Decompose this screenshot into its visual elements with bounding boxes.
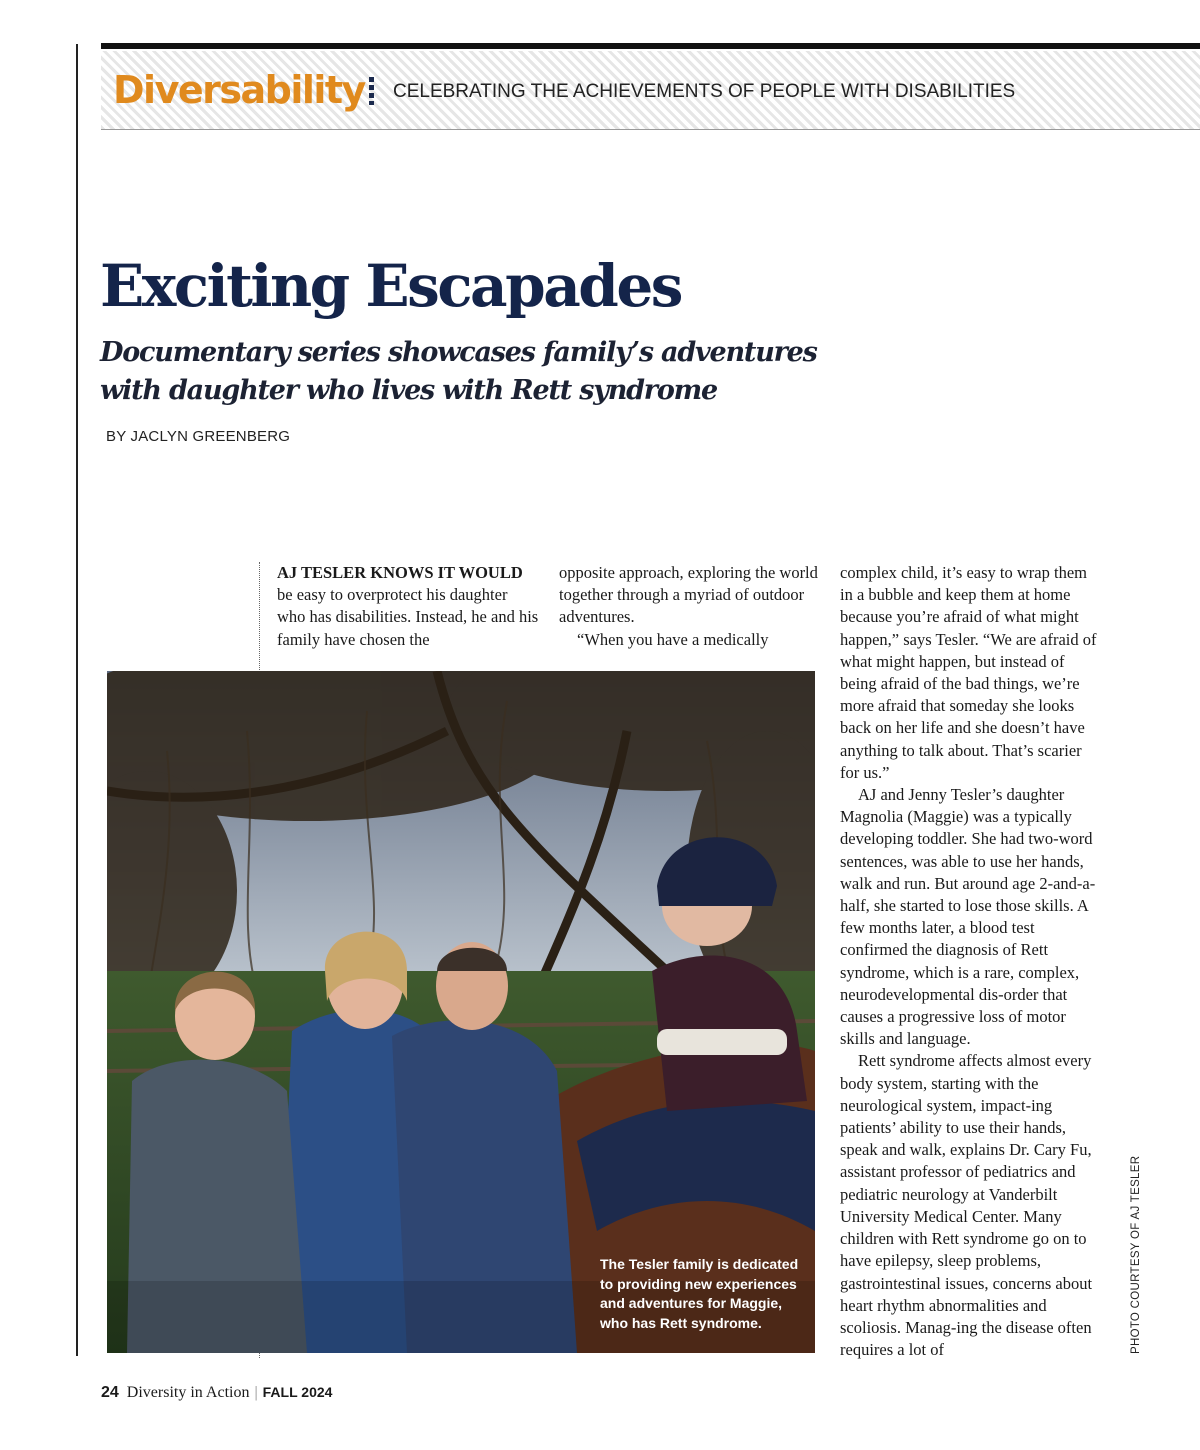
page-footer [101,1384,332,1402]
photo-caption: The Tesler family is dedicated to providing new experiences and adventures for Maggie, who has Rett syndrome. [600,1256,799,1331]
text-column-2 [559,562,821,651]
article-subtitle: Documentary series showcases family’s adventures with daughter who lives with Rett syndrome [100,337,817,406]
paragraph: opposite approach, exploring the world together through a myriad of outdoor adventures. [559,563,818,627]
banner-divider-icon [369,77,374,105]
lead-in: AJ TESLER KNOWS IT WOULD [277,563,523,582]
paragraph: AJ and Jenny Tesler’s daughter Magnolia (Maggie) was a typically developing toddler. She had two-word sentences, was able to use her hands, walk and run. But around age 2-and-a-half, she started to lose those skills. A few months later, a blood test confirmed the diagnosis of Rett syndrome, which is a rare, complex, neurodevelopmental dis-order that causes a progressive loss of motor skills and language. [840,785,1096,1049]
paragraph [277,562,539,651]
paragraph: Rett syndrome affects almost every body system, starting with the neurological system, impact-ing patients’ ability to use their hands, speak and walk, explains Dr. Cary Fu, assistant professor of pediatrics and pediatric neurology at Vanderbilt University Medical Center. Many children with Rett syndrome go on to have epilepsy, sleep problems, gastrointestinal issues, concerns about heart rhythm abnormalities and scoliosis. Manag-ing the disease often requires a lot of [840,1051,1093,1360]
publication-name: Diversity in Action [126,1384,250,1401]
footer-separator: | [254,1384,258,1401]
page-number: 24 [101,1384,119,1401]
section-logo: Diversability [113,68,365,112]
paragraph: “When you have a medically [577,629,769,649]
article-byline: BY JACLYN GREENBERG [106,428,291,445]
paragraph-text: be easy to overprotect his daughter who has disabilities. Instead, he and his family have chosen the [277,585,539,649]
family-horse-photo [107,671,815,1353]
paragraph: complex child, it’s easy to wrap them in a bubble and keep them at home because you’re afraid of what might happen,” says Tesler. “We are afraid of what might happen, but instead of being afraid of the bad things, we’re more afraid that someday she looks back on her life and she doesn’t have anything to talk about. That’s scarier for us.” [840,563,1097,782]
issue-label: FALL 2024 [262,1384,333,1400]
section-banner [101,51,1200,130]
text-column-3 [840,562,1102,1361]
text-column-1 [277,562,539,651]
article-title: Exciting Escapades [100,252,681,320]
header-top-rule [101,43,1200,49]
section-tagline: CELEBRATING THE ACHIEVEMENTS OF PEOPLE WITH DISABILITIES [393,81,1016,102]
photo-credit: PHOTO COURTESY OF AJ TESLER [1130,1155,1142,1354]
left-margin-rule [76,44,78,1356]
photo-illustration [107,671,815,1353]
